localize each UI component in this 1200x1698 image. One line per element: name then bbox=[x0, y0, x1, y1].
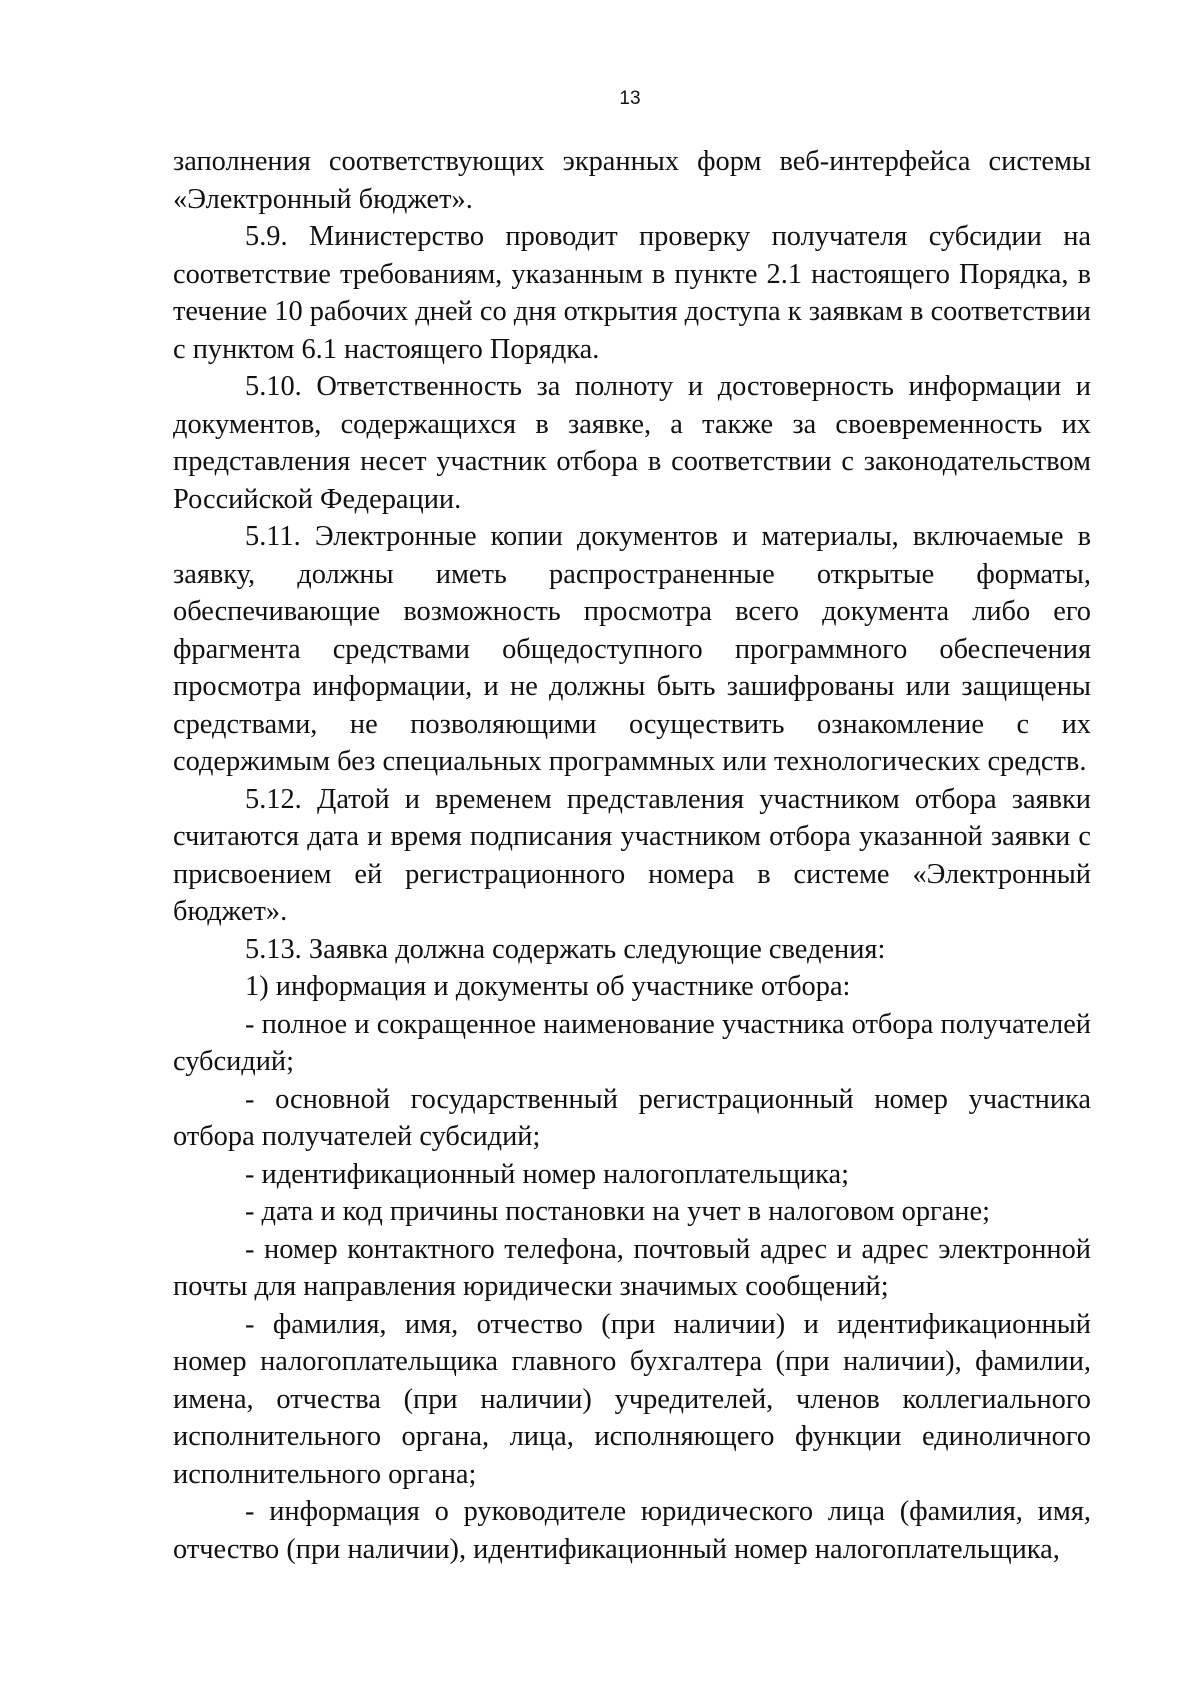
paragraph-5-13: 5.13. Заявка должна содержать следующие сведения: bbox=[245, 933, 886, 965]
list-bullet-contacts: - номер контактного телефона, почтовый адрес и адрес электронной почты для направления юридически значимых сообщений; bbox=[173, 1233, 1091, 1302]
list-bullet-persons: - фамилия, имя, отчество (при наличии) и идентификационный номер налогоплательщика главного бухгалтера (при наличии), фамилии, имена, отчества (при наличии) учредителей, членов коллегиального исполнительного органа, лица, исполняющего функции единоличного исполнительного органа; bbox=[173, 1308, 1091, 1490]
paragraph-5-12: 5.12. Датой и временем представления участником отбора заявки считаются дата и время подписания участником отбора указанной заявки с присвоением ей регистрационного номера в системе «Электронный бюджет». bbox=[173, 783, 1091, 927]
list-bullet-inn: - идентификационный номер налогоплательщика; bbox=[245, 1158, 849, 1190]
paragraph-continuation: заполнения соответствующих экранных форм веб-интерфейса системы «Электронный бюджет». bbox=[173, 146, 1091, 215]
paragraph-5-11: 5.11. Электронные копии документов и материалы, включаемые в заявку, должны иметь распространенные открытые форматы, обеспечивающие возможность просмотра всего документа либо его фрагмента средствами общедоступного программного обеспечения просмотра информации, и не должны быть зашифрованы или защищены средствами, не позволяющими осуществить ознакомление с их содержимым без специальных программных или технологических средств. bbox=[173, 521, 1091, 777]
paragraph-5-10: 5.10. Ответственность за полноту и достоверность информации и документов, содержащихся в заявке, а также за своевременность их представления несет участник отбора в соответствии с законодательством Российской Федерации. bbox=[173, 371, 1091, 515]
list-bullet-ogrn: - основной государственный регистрационный номер участника отбора получателей субсидий; bbox=[173, 1083, 1091, 1152]
page-number: 13 bbox=[619, 88, 641, 109]
document-body bbox=[173, 143, 1091, 1568]
list-bullet-head: - информация о руководителе юридического лица (фамилия, имя, отчество (при наличии), идентификационный номер налогоплательщика, bbox=[173, 1496, 1091, 1565]
paragraph-5-9: 5.9. Министерство проводит проверку получателя субсидии на соответствие требованиям, указанным в пункте 2.1 настоящего Порядка, в течение 10 рабочих дней со дня открытия доступа к заявкам в соответствии с пунктом 6.1 настоящего Порядка. bbox=[173, 221, 1091, 365]
list-bullet-name: - полное и сокращенное наименование участника отбора получателей субсидий; bbox=[173, 1008, 1091, 1077]
list-bullet-kpp: - дата и код причины постановки на учет в налоговом органе; bbox=[245, 1196, 990, 1227]
list-item-1: 1) информация и документы об участнике отбора: bbox=[245, 971, 851, 1002]
